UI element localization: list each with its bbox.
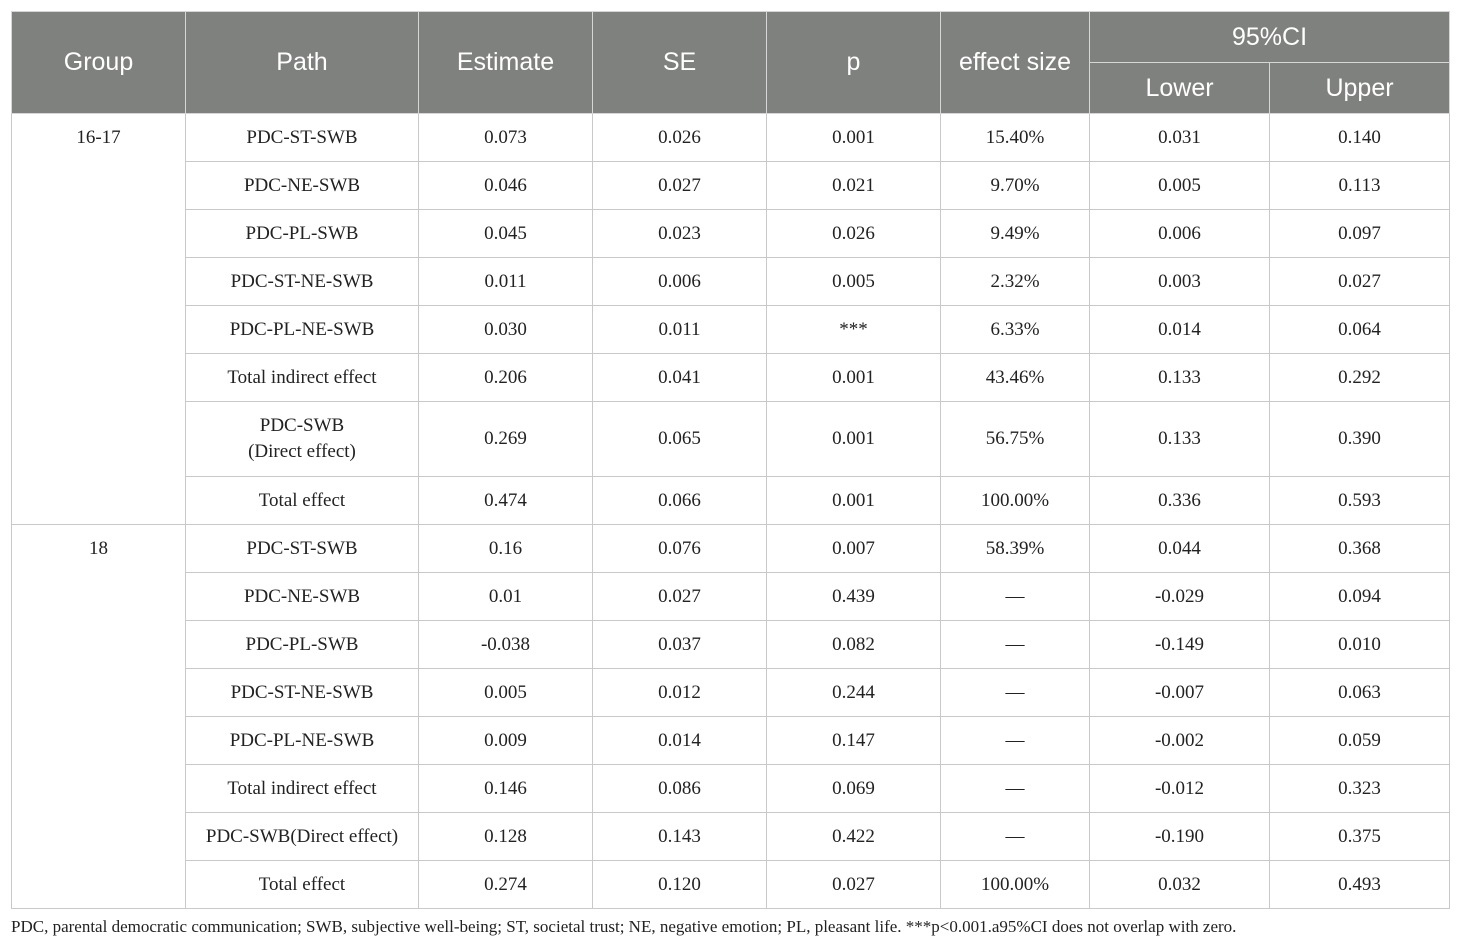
- cell-se: 0.037: [593, 621, 767, 669]
- table-row: [12, 717, 1450, 765]
- cell-p: 0.147: [767, 717, 941, 765]
- table-row: [12, 573, 1450, 621]
- cell-path: Total indirect effect: [186, 765, 419, 813]
- cell-path: PDC-PL-SWB: [186, 621, 419, 669]
- cell-p: 0.021: [767, 162, 941, 210]
- table-row: [12, 813, 1450, 861]
- cell-ci-upper: 0.113: [1270, 162, 1450, 210]
- cell-path: PDC-ST-NE-SWB: [186, 258, 419, 306]
- table-body: [12, 114, 1450, 909]
- cell-group: [12, 765, 186, 813]
- cell-effect-size: 9.70%: [941, 162, 1090, 210]
- cell-ci-upper: 0.493: [1270, 861, 1450, 909]
- cell-effect-size: —: [941, 717, 1090, 765]
- cell-se: 0.027: [593, 162, 767, 210]
- table-row: [12, 477, 1450, 525]
- table-row: [12, 354, 1450, 402]
- cell-group: [12, 477, 186, 525]
- cell-path-line2: (Direct effect): [248, 441, 356, 462]
- cell-ci-lower: -0.029: [1090, 573, 1270, 621]
- cell-p: ***: [767, 306, 941, 354]
- cell-ci-lower: 0.044: [1090, 525, 1270, 573]
- cell-estimate: 0.030: [419, 306, 593, 354]
- table-row: [12, 525, 1450, 573]
- table-row: [12, 669, 1450, 717]
- cell-effect-size: 43.46%: [941, 354, 1090, 402]
- cell-ci-lower: -0.012: [1090, 765, 1270, 813]
- cell-ci-upper: 0.368: [1270, 525, 1450, 573]
- cell-estimate: 0.16: [419, 525, 593, 573]
- cell-effect-size: —: [941, 765, 1090, 813]
- table-header: [12, 12, 1450, 114]
- cell-path: Total effect: [186, 477, 419, 525]
- cell-group: [12, 813, 186, 861]
- table-row: [12, 162, 1450, 210]
- cell-ci-lower: -0.149: [1090, 621, 1270, 669]
- cell-ci-upper: 0.010: [1270, 621, 1450, 669]
- cell-ci-upper: 0.094: [1270, 573, 1450, 621]
- cell-estimate: 0.274: [419, 861, 593, 909]
- cell-se: 0.120: [593, 861, 767, 909]
- cell-p: 0.005: [767, 258, 941, 306]
- cell-group: 18: [12, 525, 186, 573]
- cell-estimate: 0.045: [419, 210, 593, 258]
- cell-p: 0.082: [767, 621, 941, 669]
- cell-estimate: 0.046: [419, 162, 593, 210]
- cell-ci-lower: -0.002: [1090, 717, 1270, 765]
- cell-path: [186, 402, 419, 477]
- header-group: Group: [12, 12, 186, 114]
- cell-path: PDC-NE-SWB: [186, 573, 419, 621]
- cell-p: 0.001: [767, 354, 941, 402]
- header-ci-upper: Upper: [1270, 63, 1450, 114]
- cell-effect-size: 2.32%: [941, 258, 1090, 306]
- cell-path: PDC-PL-SWB: [186, 210, 419, 258]
- cell-ci-lower: 0.133: [1090, 354, 1270, 402]
- cell-estimate: 0.474: [419, 477, 593, 525]
- cell-effect-size: 15.40%: [941, 114, 1090, 162]
- cell-group: [12, 210, 186, 258]
- cell-se: 0.076: [593, 525, 767, 573]
- cell-path: PDC-PL-NE-SWB: [186, 717, 419, 765]
- cell-ci-upper: 0.027: [1270, 258, 1450, 306]
- table-row: [12, 306, 1450, 354]
- cell-path: PDC-NE-SWB: [186, 162, 419, 210]
- cell-ci-upper: 0.140: [1270, 114, 1450, 162]
- cell-estimate: -0.038: [419, 621, 593, 669]
- cell-group: [12, 861, 186, 909]
- cell-se: 0.027: [593, 573, 767, 621]
- cell-effect-size: 56.75%: [941, 402, 1090, 477]
- cell-group: [12, 354, 186, 402]
- cell-group: [12, 621, 186, 669]
- cell-ci-lower: -0.190: [1090, 813, 1270, 861]
- cell-group: [12, 402, 186, 477]
- cell-effect-size: 100.00%: [941, 861, 1090, 909]
- cell-p: 0.001: [767, 477, 941, 525]
- cell-p: 0.026: [767, 210, 941, 258]
- cell-group: [12, 258, 186, 306]
- cell-path: PDC-ST-NE-SWB: [186, 669, 419, 717]
- cell-p: 0.027: [767, 861, 941, 909]
- cell-ci-upper: 0.390: [1270, 402, 1450, 477]
- cell-path: Total indirect effect: [186, 354, 419, 402]
- table-row: [12, 621, 1450, 669]
- cell-ci-lower: -0.007: [1090, 669, 1270, 717]
- cell-ci-lower: 0.006: [1090, 210, 1270, 258]
- cell-ci-upper: 0.292: [1270, 354, 1450, 402]
- cell-estimate: 0.005: [419, 669, 593, 717]
- header-path: Path: [186, 12, 419, 114]
- cell-effect-size: —: [941, 621, 1090, 669]
- cell-effect-size: 58.39%: [941, 525, 1090, 573]
- cell-ci-lower: 0.031: [1090, 114, 1270, 162]
- cell-ci-upper: 0.097: [1270, 210, 1450, 258]
- cell-effect-size: 9.49%: [941, 210, 1090, 258]
- cell-se: 0.014: [593, 717, 767, 765]
- cell-group: [12, 669, 186, 717]
- header-ci-lower: Lower: [1090, 63, 1270, 114]
- cell-ci-lower: 0.005: [1090, 162, 1270, 210]
- header-p: p: [767, 12, 941, 114]
- cell-ci-upper: 0.063: [1270, 669, 1450, 717]
- cell-p: 0.001: [767, 402, 941, 477]
- cell-ci-lower: 0.003: [1090, 258, 1270, 306]
- cell-p: 0.007: [767, 525, 941, 573]
- table-row: [12, 402, 1450, 477]
- mediation-effects-table: [11, 11, 1450, 909]
- cell-ci-lower: 0.032: [1090, 861, 1270, 909]
- cell-se: 0.066: [593, 477, 767, 525]
- cell-se: 0.023: [593, 210, 767, 258]
- cell-path: PDC-ST-SWB: [186, 525, 419, 573]
- cell-se: 0.011: [593, 306, 767, 354]
- cell-ci-lower: 0.014: [1090, 306, 1270, 354]
- header-ci: 95%CI: [1090, 12, 1450, 63]
- cell-effect-size: 6.33%: [941, 306, 1090, 354]
- cell-se: 0.012: [593, 669, 767, 717]
- table-row: [12, 765, 1450, 813]
- cell-estimate: 0.146: [419, 765, 593, 813]
- cell-p: 0.069: [767, 765, 941, 813]
- cell-se: 0.086: [593, 765, 767, 813]
- cell-ci-upper: 0.593: [1270, 477, 1450, 525]
- cell-ci-upper: 0.375: [1270, 813, 1450, 861]
- cell-se: 0.065: [593, 402, 767, 477]
- cell-p: 0.001: [767, 114, 941, 162]
- cell-path: PDC-PL-NE-SWB: [186, 306, 419, 354]
- mediation-table-container: [11, 11, 1449, 909]
- cell-group: [12, 573, 186, 621]
- cell-effect-size: —: [941, 669, 1090, 717]
- header-estimate: Estimate: [419, 12, 593, 114]
- cell-estimate: 0.073: [419, 114, 593, 162]
- cell-estimate: 0.128: [419, 813, 593, 861]
- cell-ci-upper: 0.059: [1270, 717, 1450, 765]
- table-row: [12, 258, 1450, 306]
- table-row: [12, 861, 1450, 909]
- cell-ci-lower: 0.133: [1090, 402, 1270, 477]
- cell-estimate: 0.269: [419, 402, 593, 477]
- cell-p: 0.244: [767, 669, 941, 717]
- cell-se: 0.006: [593, 258, 767, 306]
- cell-group: [12, 717, 186, 765]
- cell-group: [12, 306, 186, 354]
- cell-estimate: 0.011: [419, 258, 593, 306]
- cell-estimate: 0.009: [419, 717, 593, 765]
- header-se: SE: [593, 12, 767, 114]
- cell-ci-upper: 0.323: [1270, 765, 1450, 813]
- cell-path-line1: PDC-SWB: [259, 415, 345, 436]
- cell-estimate: 0.206: [419, 354, 593, 402]
- cell-effect-size: —: [941, 813, 1090, 861]
- cell-se: 0.143: [593, 813, 767, 861]
- cell-estimate: 0.01: [419, 573, 593, 621]
- cell-p: 0.439: [767, 573, 941, 621]
- cell-group: 16-17: [12, 114, 186, 162]
- cell-ci-upper: 0.064: [1270, 306, 1450, 354]
- cell-effect-size: 100.00%: [941, 477, 1090, 525]
- cell-ci-lower: 0.336: [1090, 477, 1270, 525]
- cell-path: Total effect: [186, 861, 419, 909]
- cell-se: 0.041: [593, 354, 767, 402]
- cell-path: PDC-ST-SWB: [186, 114, 419, 162]
- cell-p: 0.422: [767, 813, 941, 861]
- cell-effect-size: —: [941, 573, 1090, 621]
- header-effect-size: effect size: [941, 12, 1090, 114]
- table-row: [12, 114, 1450, 162]
- table-row: [12, 210, 1450, 258]
- cell-group: [12, 162, 186, 210]
- table-footnote: PDC, parental democratic communication; SWB, subjective well-being; ST, societal trust; NE, negative emotion; PL, pleasant life. ***p<0.001.a95%CI does not overlap with zero.: [11, 917, 1237, 936]
- cell-path: PDC-SWB(Direct effect): [186, 813, 419, 861]
- cell-se: 0.026: [593, 114, 767, 162]
